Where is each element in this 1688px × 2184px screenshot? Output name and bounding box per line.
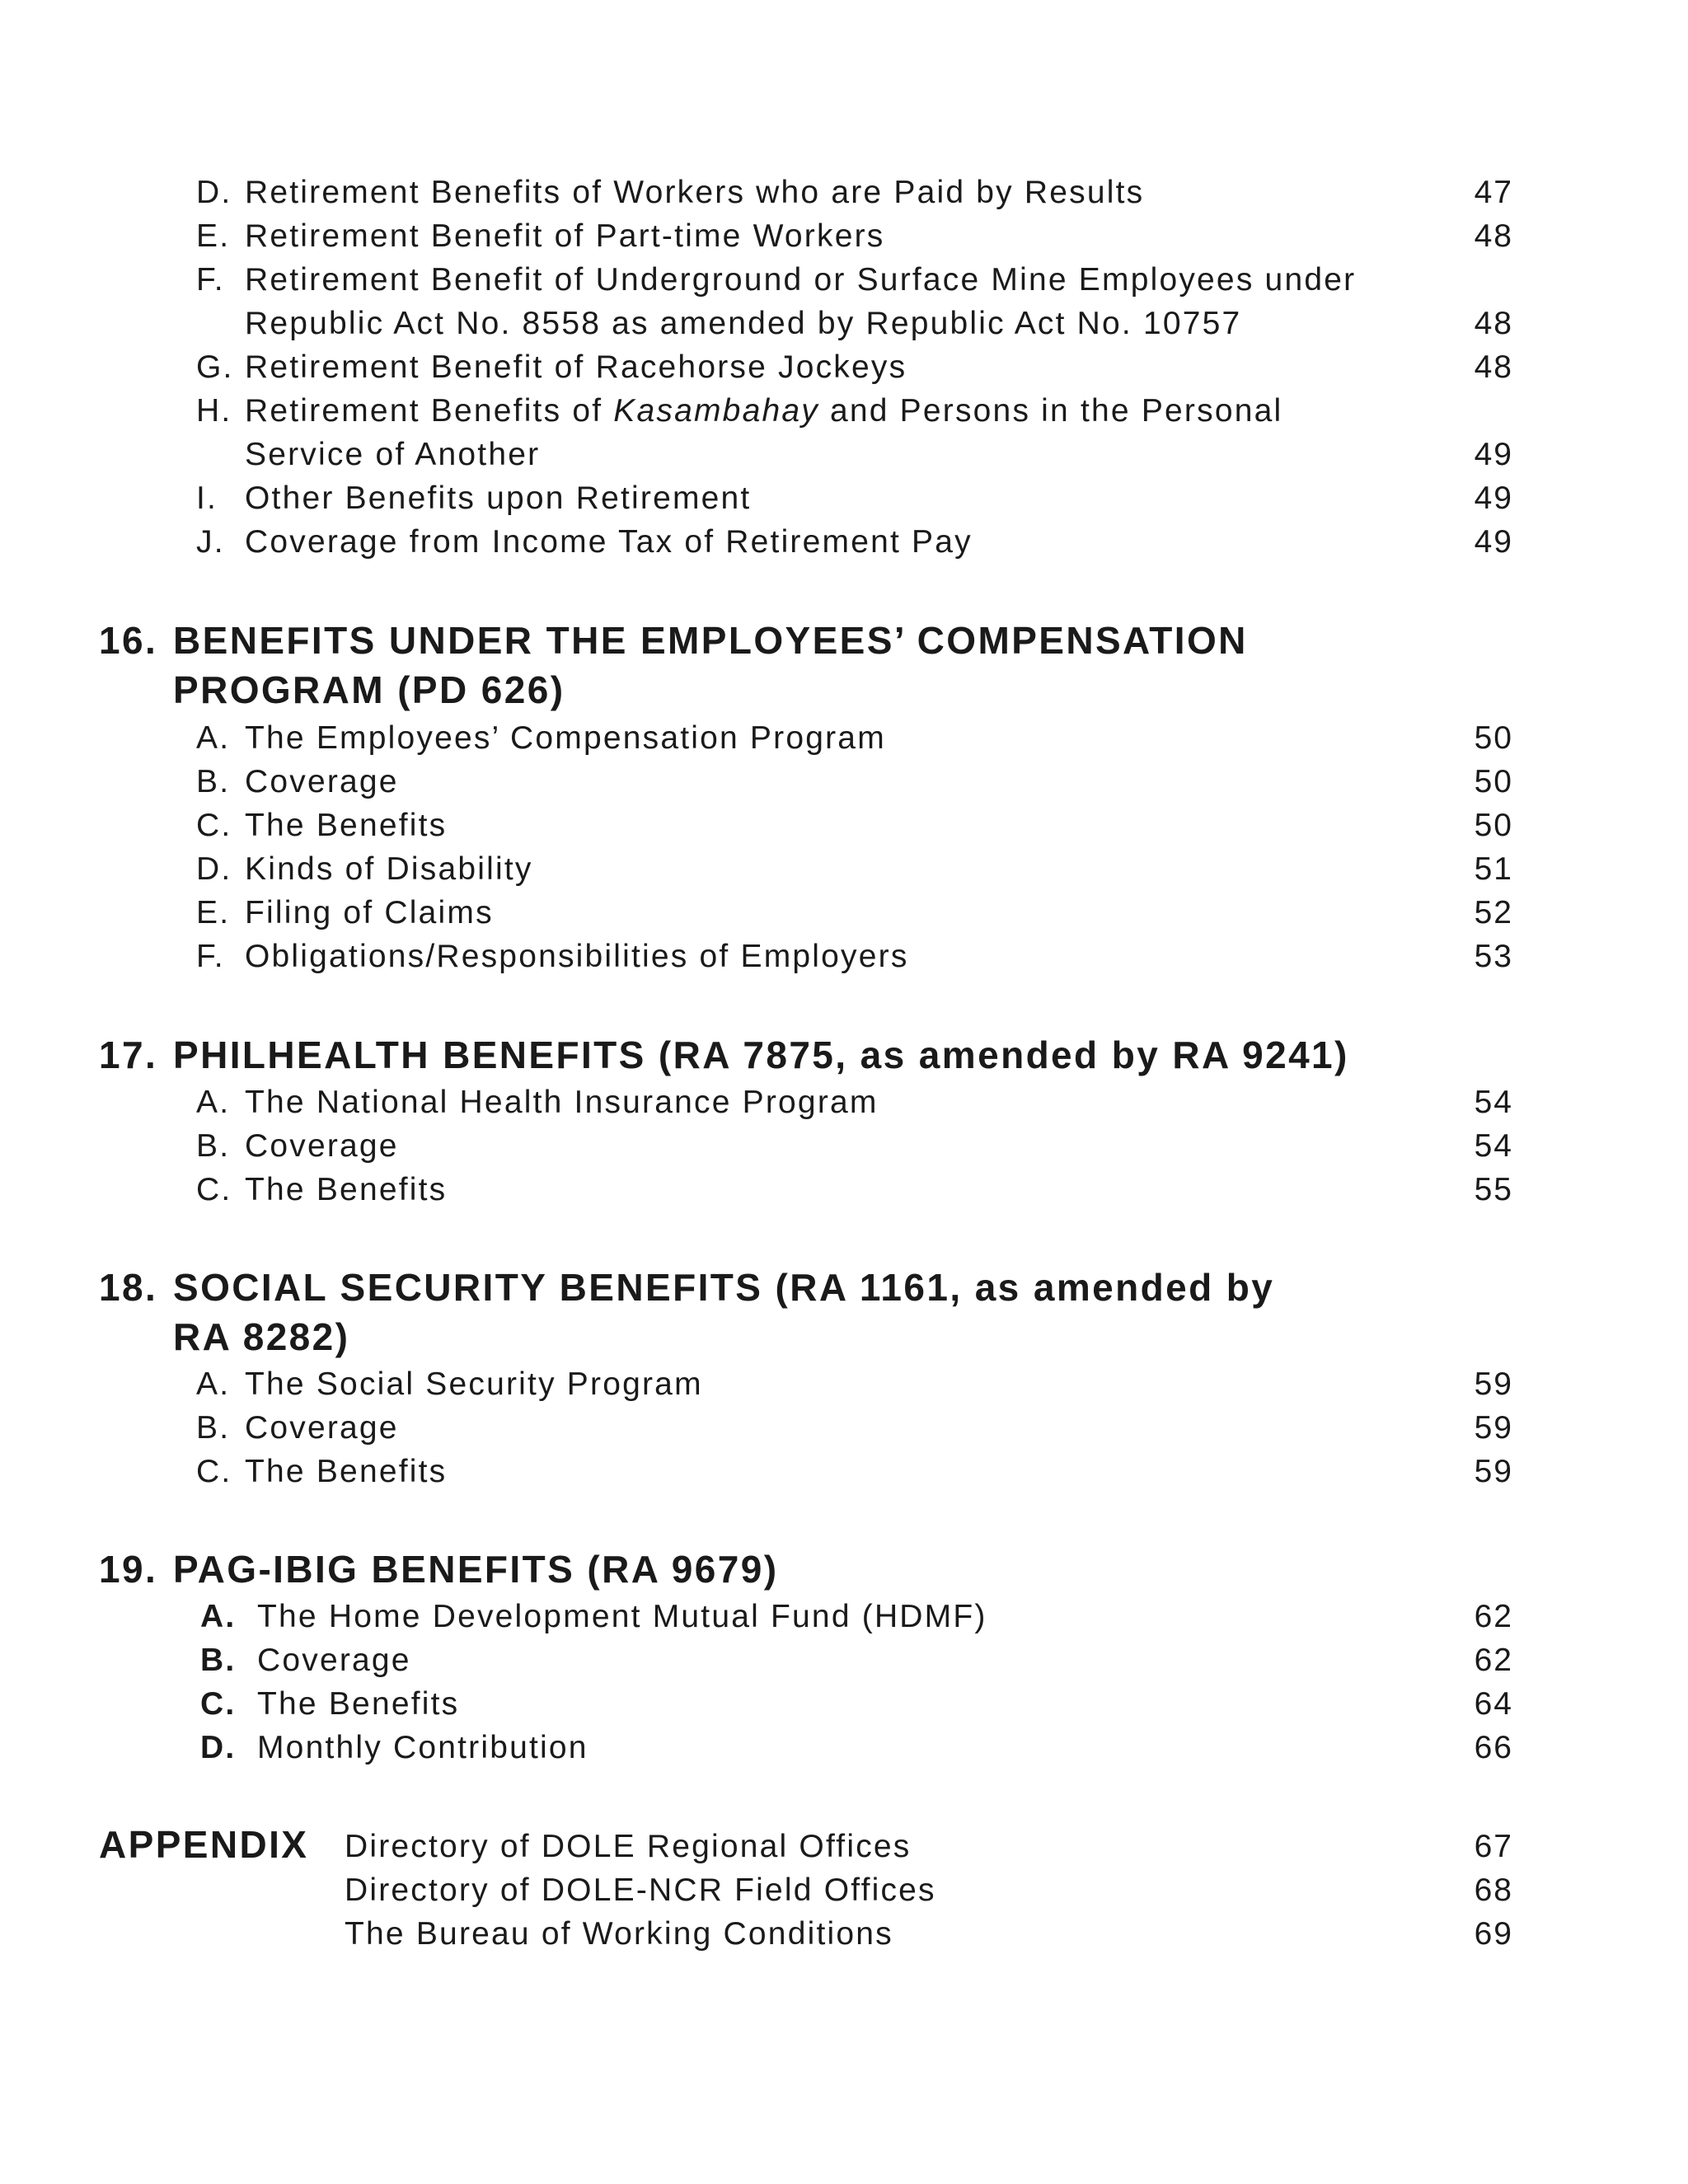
section-number: 16. bbox=[99, 619, 158, 662]
toc-entry bbox=[0, 259, 1688, 302]
toc-entry bbox=[0, 717, 1688, 760]
toc-entry bbox=[0, 171, 1688, 214]
toc-entry bbox=[0, 1451, 1688, 1493]
entry-letter: E. bbox=[196, 218, 231, 254]
toc-entry bbox=[0, 1639, 1688, 1682]
entry-letter: B. bbox=[196, 764, 231, 799]
entry-page-number: 64 bbox=[1474, 1686, 1513, 1722]
toc-entry bbox=[0, 1363, 1688, 1406]
entry-page-number: 48 bbox=[1474, 306, 1513, 341]
toc-entry bbox=[0, 1825, 1688, 1868]
section-title: SOCIAL SECURITY BENEFITS (RA 1161, as amended by bbox=[173, 1266, 1275, 1309]
entry-page-number: 59 bbox=[1474, 1410, 1513, 1446]
entry-page-number: 48 bbox=[1474, 218, 1513, 254]
entry-page-number: 62 bbox=[1474, 1599, 1513, 1634]
entry-letter: A. bbox=[200, 1599, 237, 1634]
entry-page-number: 52 bbox=[1474, 895, 1513, 930]
entry-title: The National Health Insurance Program bbox=[245, 1085, 879, 1120]
entry-title: The Benefits bbox=[245, 1454, 448, 1489]
entry-title bbox=[245, 390, 1282, 433]
entry-letter: D. bbox=[196, 851, 232, 887]
entry-title: Coverage bbox=[245, 1410, 399, 1446]
toc-entry bbox=[0, 346, 1688, 389]
entry-page-number: 49 bbox=[1474, 524, 1513, 560]
toc-entry bbox=[0, 1683, 1688, 1726]
entry-title: Other Benefits upon Retirement bbox=[245, 480, 752, 516]
entry-title: Retirement Benefits of Workers who are Paid by Results bbox=[245, 175, 1145, 210]
toc-entry bbox=[0, 1869, 1688, 1912]
entry-title: Filing of Claims bbox=[245, 895, 494, 930]
entry-title-italic: Kasambahay bbox=[613, 393, 819, 429]
entry-letter: I. bbox=[196, 480, 218, 516]
entry-title-part: Retirement Benefits of bbox=[245, 393, 614, 429]
entry-letter: D. bbox=[196, 175, 232, 210]
entry-title: Coverage bbox=[245, 764, 399, 799]
toc-entry-continuation bbox=[0, 302, 1688, 345]
entry-letter: C. bbox=[196, 1454, 232, 1489]
section-title: PHILHEALTH BENEFITS (RA 7875, as amended by RA 9241) bbox=[173, 1033, 1349, 1076]
toc-entry bbox=[0, 848, 1688, 891]
entry-title: Obligations/Responsibilities of Employers bbox=[245, 939, 909, 974]
toc-entry bbox=[0, 1727, 1688, 1769]
entry-letter: B. bbox=[196, 1128, 231, 1164]
section-title-continuation: PROGRAM (PD 626) bbox=[173, 668, 565, 711]
entry-letter: C. bbox=[196, 808, 232, 843]
entry-letter: E. bbox=[196, 895, 231, 930]
entry-title: Monthly Contribution bbox=[257, 1730, 588, 1765]
toc-entry bbox=[0, 1081, 1688, 1124]
entry-letter: F. bbox=[196, 939, 225, 974]
entry-title: Retirement Benefit of Underground or Surface Mine Employees under bbox=[245, 262, 1357, 298]
toc-entry bbox=[0, 521, 1688, 564]
entry-page-number: 59 bbox=[1474, 1366, 1513, 1402]
section-number: 17. bbox=[99, 1033, 158, 1076]
toc-entry bbox=[0, 1125, 1688, 1168]
section-number: 18. bbox=[99, 1266, 158, 1309]
entry-page-number: 49 bbox=[1474, 437, 1513, 472]
entry-page-number: 48 bbox=[1474, 349, 1513, 385]
entry-title: Coverage bbox=[245, 1128, 399, 1164]
entry-letter: B. bbox=[196, 1410, 231, 1446]
entry-letter: C. bbox=[200, 1686, 237, 1722]
appendix-label: APPENDIX bbox=[99, 1823, 309, 1866]
entry-page-number: 49 bbox=[1474, 480, 1513, 516]
entry-page-number: 59 bbox=[1474, 1454, 1513, 1489]
entry-title: The Employees’ Compensation Program bbox=[245, 720, 886, 756]
entry-page-number: 69 bbox=[1474, 1916, 1513, 1952]
toc-entry bbox=[0, 1407, 1688, 1450]
section-title: PAG-IBIG BENEFITS (RA 9679) bbox=[173, 1548, 779, 1591]
entry-letter: A. bbox=[196, 1085, 231, 1120]
entry-title: Directory of DOLE Regional Offices bbox=[345, 1829, 912, 1864]
section-title: BENEFITS UNDER THE EMPLOYEES’ COMPENSATION bbox=[173, 619, 1248, 662]
entry-letter: C. bbox=[196, 1172, 232, 1207]
entry-page-number: 68 bbox=[1474, 1872, 1513, 1908]
entry-page-number: 50 bbox=[1474, 808, 1513, 843]
entry-page-number: 67 bbox=[1474, 1829, 1513, 1864]
entry-title: The Benefits bbox=[245, 808, 448, 843]
entry-title: Republic Act No. 8558 as amended by Republic Act No. 10757 bbox=[245, 306, 1242, 341]
entry-title: Coverage bbox=[257, 1643, 411, 1678]
toc-entry bbox=[0, 1913, 1688, 1956]
toc-entry bbox=[0, 1596, 1688, 1638]
entry-letter: G. bbox=[196, 349, 234, 385]
toc-entry-continuation bbox=[0, 434, 1688, 476]
entry-letter: A. bbox=[196, 720, 231, 756]
entry-letter: A. bbox=[196, 1366, 231, 1402]
entry-title: The Home Development Mutual Fund (HDMF) bbox=[257, 1599, 987, 1634]
entry-letter: J. bbox=[196, 524, 225, 560]
entry-letter: H. bbox=[196, 393, 232, 429]
toc-entry bbox=[0, 892, 1688, 935]
toc-entry bbox=[0, 215, 1688, 258]
entry-page-number: 62 bbox=[1474, 1643, 1513, 1678]
toc-entry bbox=[0, 935, 1688, 978]
entry-letter: B. bbox=[200, 1643, 237, 1678]
entry-title: Kinds of Disability bbox=[245, 851, 533, 887]
section-number: 19. bbox=[99, 1548, 158, 1591]
entry-page-number: 51 bbox=[1474, 851, 1513, 887]
entry-title: Directory of DOLE-NCR Field Offices bbox=[345, 1872, 936, 1908]
entry-page-number: 50 bbox=[1474, 720, 1513, 756]
entry-page-number: 55 bbox=[1474, 1172, 1513, 1207]
entry-title: The Benefits bbox=[257, 1686, 460, 1722]
entry-page-number: 66 bbox=[1474, 1730, 1513, 1765]
entry-page-number: 54 bbox=[1474, 1128, 1513, 1164]
entry-page-number: 50 bbox=[1474, 764, 1513, 799]
entry-page-number: 54 bbox=[1474, 1085, 1513, 1120]
entry-title: Retirement Benefit of Racehorse Jockeys bbox=[245, 349, 907, 385]
entry-title: Service of Another bbox=[245, 437, 541, 472]
toc-entry bbox=[0, 761, 1688, 804]
entry-title: The Benefits bbox=[245, 1172, 448, 1207]
toc-entry bbox=[0, 1169, 1688, 1212]
entry-title: The Social Security Program bbox=[245, 1366, 703, 1402]
entry-title-part: and Persons in the Personal bbox=[818, 393, 1283, 429]
entry-letter: D. bbox=[200, 1730, 237, 1765]
entry-title: Coverage from Income Tax of Retirement Pay bbox=[245, 524, 973, 560]
toc-entry bbox=[0, 804, 1688, 847]
entry-title: Retirement Benefit of Part-time Workers bbox=[245, 218, 885, 254]
entry-letter: F. bbox=[196, 262, 225, 298]
entry-page-number: 53 bbox=[1474, 939, 1513, 974]
toc-entry bbox=[0, 390, 1688, 433]
section-title-continuation: RA 8282) bbox=[173, 1315, 350, 1358]
entry-page-number: 47 bbox=[1474, 175, 1513, 210]
toc-entry bbox=[0, 477, 1688, 520]
entry-title: The Bureau of Working Conditions bbox=[345, 1916, 893, 1952]
